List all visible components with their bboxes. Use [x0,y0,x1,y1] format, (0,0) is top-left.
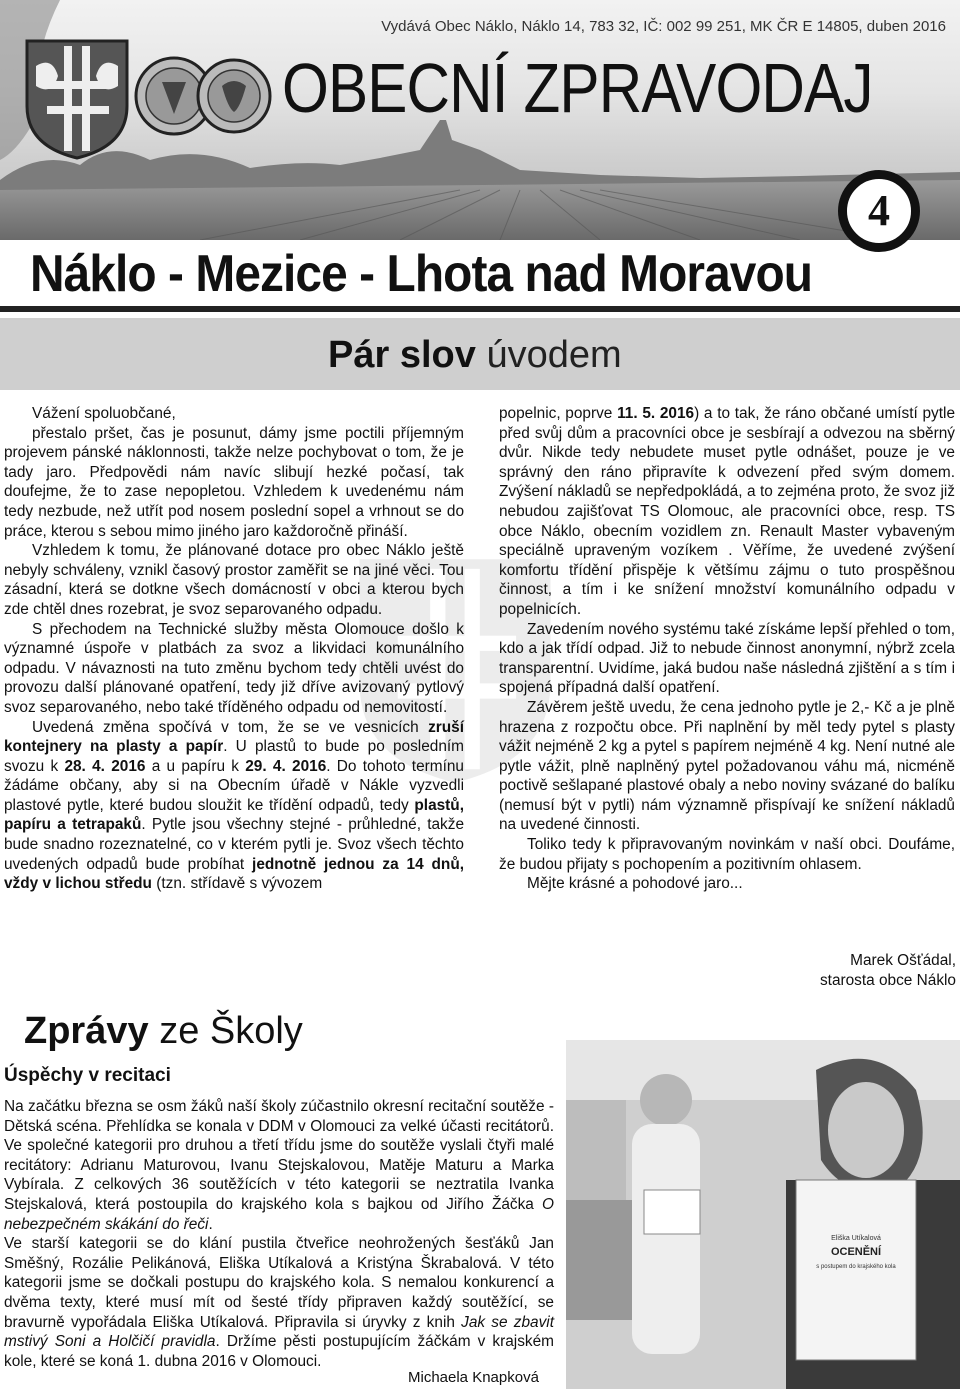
section-title-light: úvodem [486,334,622,376]
paragraph: Na začátku března se osm žáků naší školy zúčastnilo okresní recitační soutěže - Dětská scéna. Přehlídka se konala v DDM v Olomouci za velké účasti recitátorů. Ve společné kategorii pro druhou a třetí třídu jsme do soutěže vyslali čtyři malé recitátory: Adrianu Maturovou, Ivanu Stejskalovou, Matěje Maturu a Marka Vybírala. Z celkových 36 soutěžících v této kategorii se neztratila Ivanka Stejskalová, která postoupila do krajského kola s bajkou od Jiřího Žáčka O nebezpečném skákání do řeči. [4,1098,554,1233]
masthead-area [0,0,960,318]
issue-badge [838,170,920,252]
section-title [328,334,622,377]
paragraph: Mějte krásné a pohodové jaro... [527,875,743,893]
paragraph: Zavedením nového systému také získáme lepší přehled o tom, kdo a jak třídí odpad. Již to nebude činnost anonymní, nýbrž zcela transparentní. Uvidíme, jaká budou naše následná zjištění a s tím i spojená případná další opatření. [499,620,955,697]
divider [0,306,960,312]
section-title-bold: Pár slov [328,334,476,376]
paragraph: Uvedená změna spočívá v tom, že se ve vesnicích zruší kontejnery na plasty a papír. U plastů to bude po posledním svozu k 28. 4. 2016 a u papíru k 29. 4. 2016. Do tohoto termínu žádáme občany, aby si na Obecním úřadě v Nákle vyzvedli plastové pytle, které budou sloužit ke třídění odpadů, tedy plastů, papíru a tetrapaků. Pytle jsou všechny stejné - průhledné, takže bude snadno rozeznatelné, co v kterém pytli je. Svoz všech těchto uvedených odpadů bude probíhat jednotně jednou za 14 dnů, vždy v lichou středu (tzn. střídavě s vývozem [4,718,465,893]
paragraph: Toliko tedy k připravovaným novinkám v naší obci. Doufáme, že budou přijaty s pochopením a pozitivním ohlasem. [499,836,955,873]
signature [760,951,956,991]
publisher-line: Vydává Obec Náklo, Náklo 14, 783 32, IČ: 002 99 251, MK ČR E 14805, duben 2016 [381,18,946,35]
paragraph: přestalo pršet, čas je posunut, dámy jsme poctili příjemným projevem pánské náklonnosti, takže nelze pochybovat o tom, že je tady jaro. Předpovědi nám navíc slibují hezké počasí, tak doufejme, že to zase nepopletou. Vzhledem k uvedenému nám tedy nezbude, než utřít pod nosem poslední sopel a vrhnout se do práce, kterou s sebou mimo jiného jaro každoročně přináší. [4,424,464,540]
issue-number: 4 [868,186,890,235]
school-article [4,1097,554,1371]
school-title-light: ze Školy [159,1010,303,1052]
school-subtitle: Úspěchy v recitaci [4,1065,171,1086]
signature-role: starosta obce Náklo [819,972,956,989]
photo-illustration [566,1040,960,1389]
places-title: Náklo - Mezice - Lhota nad Moravou [30,245,813,303]
school-title-bold: Zprávy [24,1010,149,1052]
paragraph: Ve starší kategorii se do klání pustila čtveřice neohrožených šesťáků Jan Směšný, Rozálie Pelikánová, Eliška Utíkalová a Kristýna Škrabalová. V této kategorii jsme se dočkali postupu do krajského kola. S nemalou konkurencí a dvěma texty, které musí mít od šesté třídy připraven každý soutěžící, se bravurně vypořádala Eliška Utíkalová. Připravila si úryvky z knih Jak se zbavit mstivý Soni a Holčičí pravidla. Držíme pěsti postupujícím žáčkám v krajském kole, které se koná 1. dubna 2016 v Olomouci. [4,1235,554,1370]
diploma-name: Eliška Utíkalová [831,1235,881,1242]
article-author: Michaela Knapková [408,1369,539,1386]
paragraph: S přechodem na Technické služby města Olomouce došlo k významné úspoře v platbách za svoz a likvidaci komunálního odpadu. V návaznosti na tuto změnu bychom tedy chtěli uvést do provozu další plánované opatření, tedy již dříve avizovaný pytlový svoz separovaného, nebo také tříděného odpadu od nemovitostí. [4,620,464,716]
paragraph: Závěrem ještě uvedu, že cena jednoho pytle je 2,- Kč a je plně hrazena z rozpočtu obce. Při naplnění by měl tedy pytel s plasty vážit nejméně 2 kg a pytel s papírem nejméně 4 kg. Není nutné ale pytle vážit, plně naplněný pytel požadovanou váhu má, nicméně poctivě sešlapané plastové obaly a nebo noviny svázané do balíku (nemusí být v pytli) nám významně přispívají ke snížení nákladů na uvedené činnosti. [499,698,956,834]
paragraph: Vážení spoluobčané, [32,405,176,422]
paragraph: Vzhledem k tomu, že plánované dotace pro obec Náklo ještě nebyly schváleny, vznikl časový prostor zaměřit se na jiné věci. Tou zásadní, která se dotkne všech domácností v obci a kterou bych zde chtěl dnes rozebrat, je svoz separovaného odpadu. [4,542,464,618]
paragraph: popelnic, poprve 11. 5. 2016) a to tak, že ráno občané umístí pytle před svůj dům a pracovníci obce je sesbírají a odvezou na sběrný dvůr. Nikde tedy nebudete muset pytle odnášet, pouze je ve správný den ráno připravíte k odvezení před svým domem. Zvýšení nákladů se nepředpokládá, a to zejména proto, že svoz již nebudou zajišťovat TS Olomouc, ale pracovníci obce, resp. TS obce Náklo, obecním vozidlem zn. Renault Master vybaveným speciálně upraveným vozíkem . Věříme, že uvedené zvýšení komfortu třídění přispěje k většímu zájmu o tuto prospěšnou činnost, a tím i ke snížení množství komunálního odpadu v popelnicích. [499,405,956,618]
diploma-title: OCENĚNÍ [830,1246,882,1258]
intro-right-column [499,404,955,894]
signature-name: Marek Ošťádal, [850,952,956,969]
historic-seals-icon [132,52,272,142]
school-section-title [24,1010,303,1053]
masthead-title: OBECNÍ ZPRAVODAJ [282,49,873,127]
diploma-note: s postupem do krajského kola [816,1264,896,1270]
coat-of-arms-icon [22,36,132,162]
intro-left-column [4,404,464,894]
students-photo [566,1040,960,1389]
